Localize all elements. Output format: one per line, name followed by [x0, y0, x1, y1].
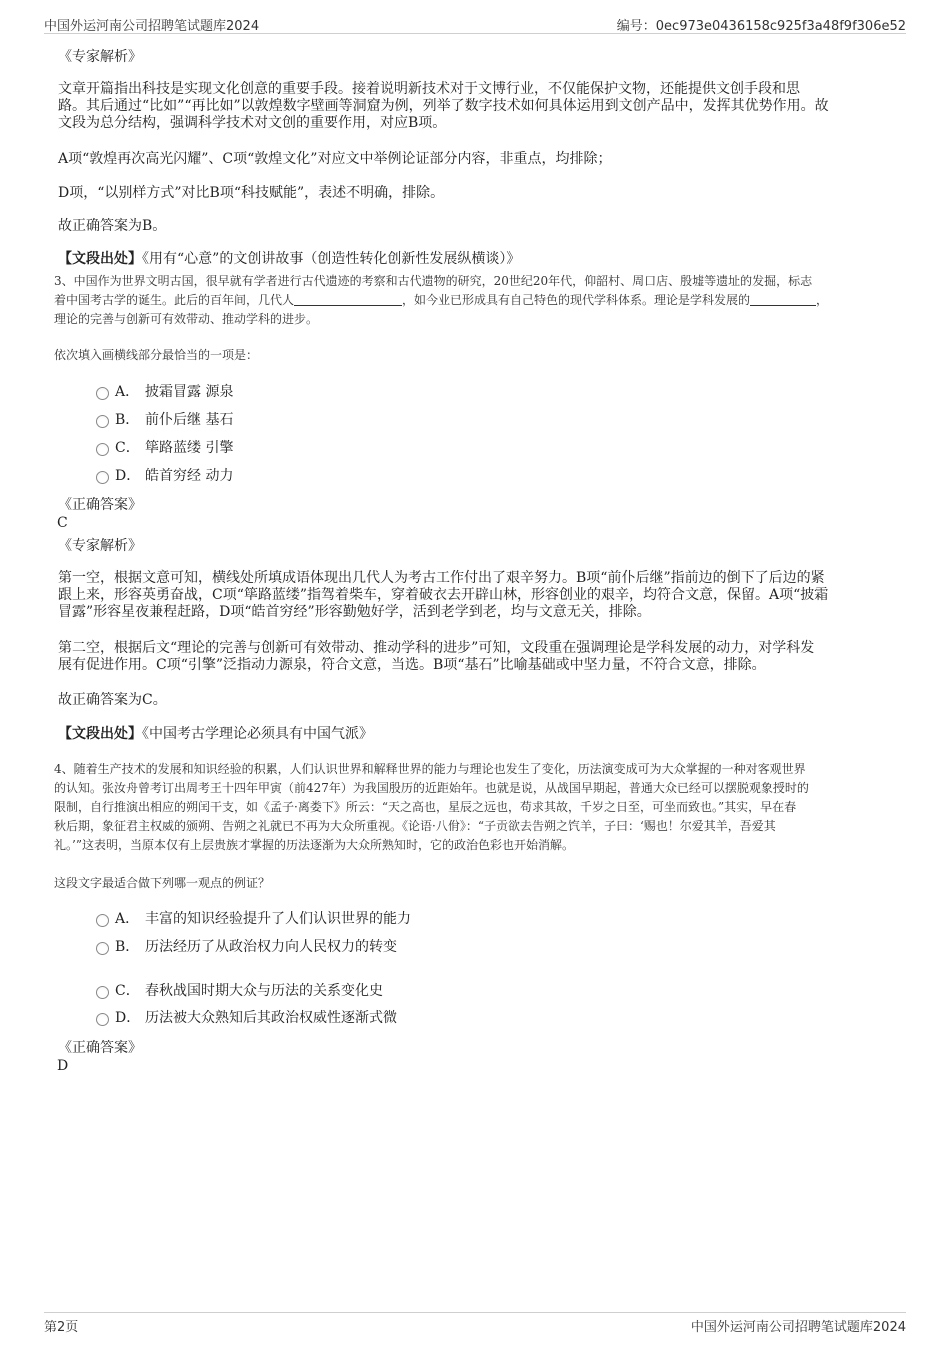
page-footer	[44, 1312, 906, 1335]
q3-option-c[interactable]: C． 筚路蓝缕 引擎	[96, 440, 233, 457]
q4-option-c[interactable]: C． 春秋战国时期大众与历法的关系变化史	[96, 983, 383, 1000]
q4-stem-line: 礼。’”这表明，当原本仅有上层贵族才掌握的历法逐渐为大众所熟知时，它的政治色彩也开始消解。	[54, 838, 574, 852]
q2-elimination-2: D项，“以别样方式”对比B项“科技赋能”，表述不明确，排除。	[58, 185, 445, 201]
footer-title: 中国外运河南公司招聘笔试题库2024	[690, 1320, 906, 1335]
q3-answer: C	[57, 515, 68, 531]
q3-analysis-para-2	[58, 640, 893, 674]
q3-option-a[interactable]: A． 披霜冒露 源泉	[96, 384, 233, 401]
radio-icon[interactable]	[96, 942, 109, 955]
q3-prompt: 依次填入画横线部分最恰当的一项是：	[54, 348, 259, 362]
q4-option-a[interactable]: A． 丰富的知识经验提升了人们认识世界的能力	[96, 911, 411, 928]
q3-expert-label: 《专家解析》	[58, 538, 142, 554]
q4-stem-line: 限制，自行推演出相应的朔闰干支，如《孟子·离娄下》所云：“天之高也，星辰之远也，苟求其故，千岁之日至，可坐而致也。”其实，早在春	[54, 800, 797, 814]
q4-prompt: 这段文字最适合做下列哪一观点的例证？	[54, 876, 271, 890]
q2-source-label: 【文段出处】	[58, 251, 142, 267]
q2-elimination-1: A项“敦煌再次高光闪耀”、C项“敦煌文化”对应文中举例论证部分内容，非重点，均排除；	[58, 151, 612, 167]
q2-expert-label: 《专家解析》	[58, 49, 142, 65]
q3-analysis-line: 第二空，根据后文“理论的完善与创新可有效带动、推动学科的进步”可知，文段重在强调理论是学科发展的动力，对学科发	[58, 640, 815, 656]
q3-source-text: 《中国考古学理论必须具有中国气派》	[142, 726, 373, 742]
q3-option-d[interactable]: D． 皓首穷经 动力	[96, 468, 233, 485]
q3-stem-line: 着中国考古学的诞生。此后的百年间，几代人 ，如今业已形成具有自己特色的现代学科体系。理论是学科发展的 ，	[54, 293, 829, 307]
q3-blank-1	[294, 292, 402, 306]
header-title: 中国外运河南公司招聘笔试题库2024	[44, 19, 260, 34]
q3-analysis-line: 展有促进作用。C项“引擎”泛指动力源泉，符合文意，当选。B项“基石”比喻基础或中坚力量，不符合文意，排除。	[58, 657, 766, 673]
q3-answer-label: 《正确答案》	[58, 497, 142, 513]
q3-source	[58, 726, 893, 743]
radio-icon[interactable]	[96, 1013, 109, 1026]
q3-analysis-line: 冒露”形容星夜兼程赶路，D项“皓首穷经”形容勤勉好学，活到老学到老，均与文意无关，排除。	[58, 604, 651, 620]
q3-stem-line: 3、中国作为世界文明古国，很早就有学者进行古代遗迹的考察和古代遗物的研究，20世纪20年代，仰韶村、周口店、殷墟等遗址的发掘，标志	[54, 274, 813, 288]
q4-stem	[54, 760, 896, 855]
radio-icon[interactable]	[96, 387, 109, 400]
q4-answer-label: 《正确答案》	[58, 1040, 142, 1056]
header-serial-number: 编号：0ec973e0436158c925f3a48f9f306e52	[616, 19, 906, 34]
q2-analysis-line: 文章开篇指出科技是实现文化创意的重要手段。接着说明新技术对于文博行业，不仅能保护文物，还能提供文创手段和思	[58, 81, 800, 97]
q4-stem-line: 的认知。张汝舟曾考订出周考王十四年甲寅（前427年）为我国殷历的近距始年。也就是说，从战国早期起，普通大众已经可以摆脱观象授时的	[54, 781, 809, 795]
q3-analysis-para-1	[58, 570, 893, 621]
q2-conclusion: 故正确答案为B。	[58, 218, 167, 234]
q4-stem-line: 秋后期，象征君主权威的颁朔、告朔之礼就已不再为大众所重视。《论语·八佾》：“子贡欲去告朔之饩羊，子曰：‘赐也！尔爱其羊，吾爱其	[54, 819, 776, 833]
q2-analysis-line: 路。其后通过“比如”“再比如”以敦煌数字壁画等洞窟为例，列举了数字技术如何具体运用到文创产品中，发挥其优势作用。故	[58, 98, 829, 114]
q3-analysis-line: 跟上来，形容英勇奋战，C项“筚路蓝缕”指驾着柴车，穿着破衣去开辟山林，形容创业的艰辛，均符合文意，保留。A项“披霜	[58, 587, 829, 603]
q2-analysis	[58, 81, 893, 132]
q2-source-text: 《用有“心意”的文创讲故事（创造性转化创新性发展纵横谈）》	[142, 251, 521, 267]
page-header	[44, 15, 906, 34]
radio-icon[interactable]	[96, 914, 109, 927]
q2-source	[58, 251, 893, 268]
q4-answer: D	[57, 1058, 69, 1074]
q3-blank-2	[750, 292, 816, 306]
q4-stem-line: 4、随着生产技术的发展和知识经验的积累，人们认识世界和解释世界的能力与理论也发生了变化，历法演变成可为大众掌握的一种对客观世界	[54, 762, 806, 776]
q3-analysis-line: 第一空，根据文意可知，横线处所填成语体现出几代人为考古工作付出了艰辛努力。B项“前仆后继”指前边的倒下了后边的紧	[58, 570, 825, 586]
q3-conclusion: 故正确答案为C。	[58, 692, 167, 708]
q4-option-b[interactable]: B． 历法经历了从政治权力向人民权力的转变	[96, 939, 397, 956]
q3-source-label: 【文段出处】	[58, 726, 142, 742]
q2-analysis-line: 文段为总分结构，强调科学技术对文创的重要作用，对应B项。	[58, 115, 447, 131]
q3-stem-line: 理论的完善与创新可有效带动、推动学科的进步。	[54, 312, 319, 326]
radio-icon[interactable]	[96, 415, 109, 428]
radio-icon[interactable]	[96, 471, 109, 484]
radio-icon[interactable]	[96, 986, 109, 999]
page-number: 第2页	[44, 1320, 79, 1335]
q3-option-b[interactable]: B． 前仆后继 基石	[96, 412, 233, 429]
radio-icon[interactable]	[96, 443, 109, 456]
q3-stem	[54, 272, 896, 329]
q4-option-d[interactable]: D． 历法被大众熟知后其政治权威性逐渐式微	[96, 1010, 397, 1027]
